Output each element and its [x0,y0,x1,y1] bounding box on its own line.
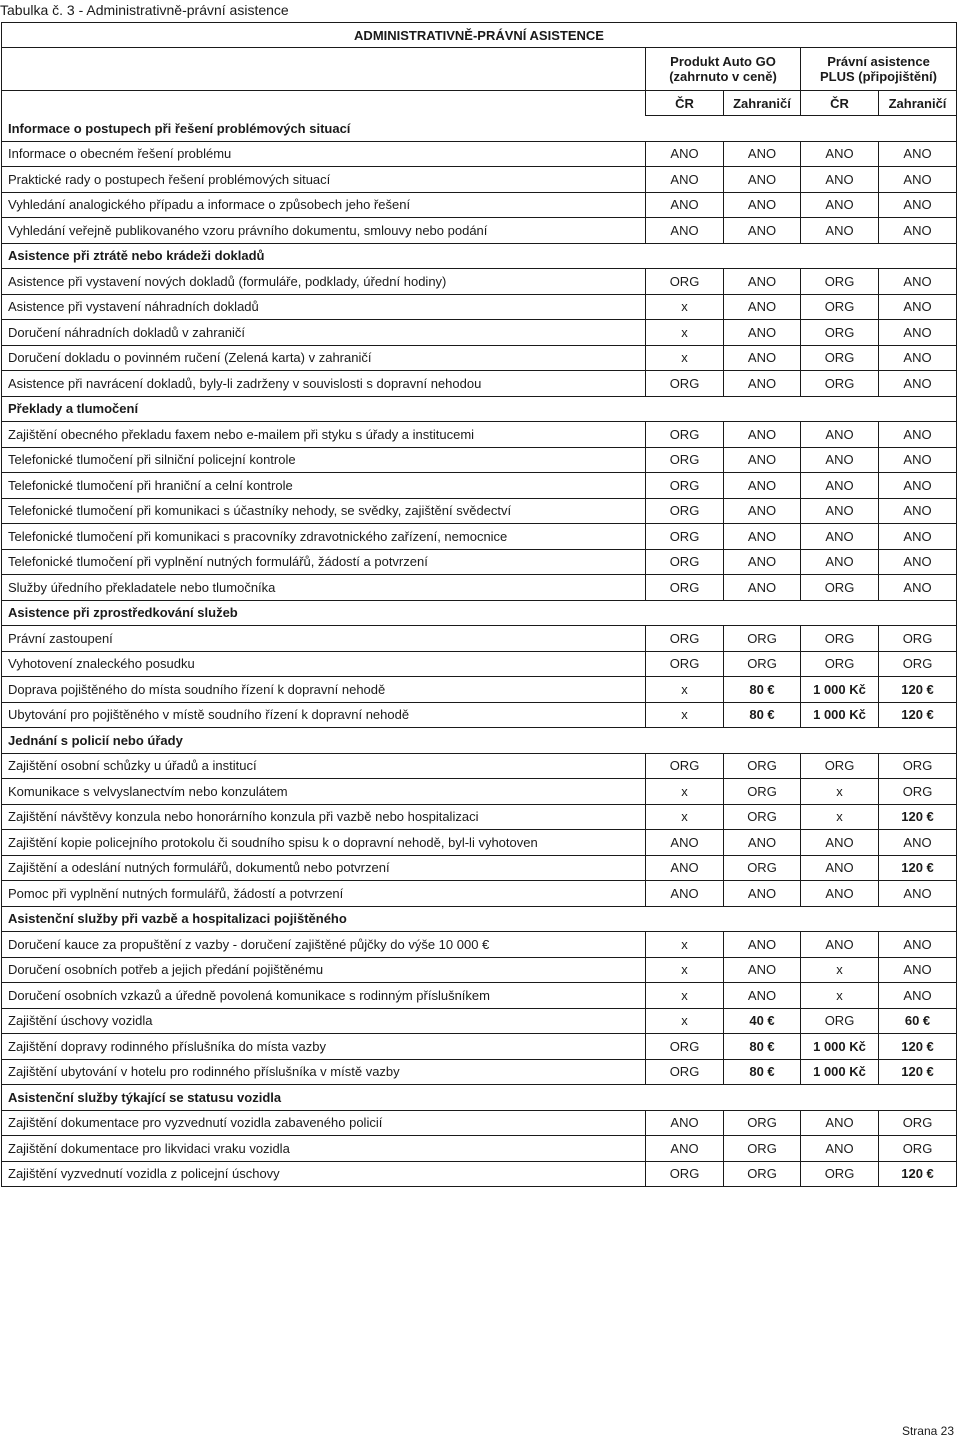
row-value: ORG [724,1136,801,1162]
row-value: x [801,983,879,1009]
row-value: ANO [879,932,957,958]
header-row-products [2,48,957,91]
row-value: ORG [724,1161,801,1187]
row-value: 80 € [724,702,801,728]
row-value: ANO [879,192,957,218]
row-value: ANO [801,855,879,881]
table-row [2,167,957,193]
row-value: ORG [724,753,801,779]
row-label: Telefonické tlumočení při komunikaci s účastníky nehody, se svědky, zajištění svědectví [2,498,646,524]
row-value: ORG [801,320,879,346]
row-label: Praktické rady o postupech řešení problémových situací [2,167,646,193]
row-value: ANO [879,141,957,167]
row-value: ANO [724,473,801,499]
header-blank [2,91,646,116]
row-label: Pomoc při vyplnění nutných formulářů, žádostí a potvrzení [2,881,646,907]
row-value: ORG [801,269,879,295]
row-label: Doprava pojištěného do místa soudního řízení k dopravní nehodě [2,677,646,703]
row-label: Informace o obecném řešení problému [2,141,646,167]
row-value: ANO [879,167,957,193]
row-value: ANO [801,473,879,499]
row-value: ORG [646,549,724,575]
row-label: Doručení dokladu o povinném ručení (Zelená karta) v zahraničí [2,345,646,371]
row-label: Zajištění dokumentace pro vyzvednutí vozidla zabaveného policií [2,1110,646,1136]
row-value: ORG [879,753,957,779]
row-label: Vyhledání veřejně publikovaného vzoru právního dokumentu, smlouvy nebo podání [2,218,646,244]
row-value: 60 € [879,1008,957,1034]
row-value: ORG [724,779,801,805]
table-row [2,1110,957,1136]
row-value: x [646,779,724,805]
row-value: ANO [879,983,957,1009]
row-label: Asistence při vystavení nových dokladů (formuláře, podklady, úřední hodiny) [2,269,646,295]
table-row [2,141,957,167]
row-value: ORG [879,1110,957,1136]
table-row [2,269,957,295]
row-value: ANO [724,575,801,601]
row-value: ANO [724,141,801,167]
row-value: x [646,677,724,703]
row-label: Telefonické tlumočení při vyplnění nutných formulářů, žádostí a potvrzení [2,549,646,575]
table-row [2,1161,957,1187]
row-value: ANO [646,830,724,856]
row-value: 1 000 Kč [801,1034,879,1060]
row-value: ANO [879,447,957,473]
row-value: 80 € [724,1059,801,1085]
row-value: ANO [724,983,801,1009]
row-value: ANO [646,141,724,167]
row-label: Ubytování pro pojištěného v místě soudního řízení k dopravní nehodě [2,702,646,728]
row-label: Komunikace s velvyslanectvím nebo konzulátem [2,779,646,805]
row-label: Zajištění návštěvy konzula nebo honorárního konzula při vazbě nebo hospitalizaci [2,804,646,830]
product-plus-note: PLUS (připojištění) [820,69,937,84]
section-header-row [2,728,957,754]
row-value: ORG [801,371,879,397]
row-value: ORG [646,498,724,524]
section-header-row [2,116,957,142]
row-value: 80 € [724,677,801,703]
legal-assistance-table [1,22,957,1187]
row-value: ANO [879,422,957,448]
row-value: ANO [724,498,801,524]
table-row [2,1034,957,1060]
row-value: ORG [646,651,724,677]
row-value: ORG [801,1161,879,1187]
table-row [2,575,957,601]
row-value: ANO [724,524,801,550]
row-value: ANO [646,1110,724,1136]
row-label: Zajištění dopravy rodinného příslušníka do místa vazby [2,1034,646,1060]
table-row [2,804,957,830]
row-value: ORG [646,1034,724,1060]
table-row [2,779,957,805]
row-value: ORG [724,651,801,677]
section-header-row [2,906,957,932]
row-value: ORG [646,269,724,295]
section-title: Jednání s policií nebo úřady [2,728,957,754]
table-row [2,957,957,983]
subcol-cr-1: ČR [646,91,724,116]
row-value: ANO [801,167,879,193]
row-value: ANO [724,371,801,397]
table-row [2,753,957,779]
row-value: ANO [879,524,957,550]
row-value: x [646,345,724,371]
row-value: ANO [724,422,801,448]
section-title: Asistence při ztrátě nebo krádeži dokladů [2,243,957,269]
row-value: ORG [646,371,724,397]
header-blank [2,48,646,91]
table-row [2,855,957,881]
row-value: ANO [801,881,879,907]
row-label: Doručení náhradních dokladů v zahraničí [2,320,646,346]
row-value: ANO [646,218,724,244]
row-value: 120 € [879,1034,957,1060]
row-label: Vyhotovení znaleckého posudku [2,651,646,677]
table-row [2,524,957,550]
section-title: Asistenční služby týkající se statusu vozidla [2,1085,957,1111]
product-auto-go-note: (zahrnuto v ceně) [669,69,777,84]
row-value: ORG [879,779,957,805]
row-value: ANO [879,549,957,575]
row-label: Právní zastoupení [2,626,646,652]
table-row [2,498,957,524]
row-value: ORG [646,626,724,652]
row-label: Zajištění osobní schůzky u úřadů a institucí [2,753,646,779]
row-value: ORG [646,575,724,601]
row-value: 1 000 Kč [801,677,879,703]
row-label: Doručení osobních potřeb a jejich předání pojištěnému [2,957,646,983]
row-value: x [646,804,724,830]
section-header-row [2,243,957,269]
row-value: x [646,294,724,320]
row-value: ORG [646,447,724,473]
table-row [2,881,957,907]
row-value: ANO [801,192,879,218]
row-value: ANO [801,422,879,448]
table-row [2,677,957,703]
table-row [2,320,957,346]
row-label: Zajištění úschovy vozidla [2,1008,646,1034]
row-value: x [646,1008,724,1034]
table-row [2,702,957,728]
section-header-row [2,1085,957,1111]
row-value: ANO [646,881,724,907]
row-value: ORG [879,626,957,652]
row-label: Doručení kauce za propuštění z vazby - doručení zajištěné půjčky do výše 10 000 € [2,932,646,958]
row-label: Zajištění obecného překladu faxem nebo e-mailem při styku s úřady a institucemi [2,422,646,448]
row-value: ANO [801,932,879,958]
row-value: ANO [879,473,957,499]
row-value: ANO [724,218,801,244]
row-value: ANO [801,218,879,244]
row-label: Služby úředního překladatele nebo tlumočníka [2,575,646,601]
row-value: ANO [724,932,801,958]
row-value: ANO [801,498,879,524]
row-value: ANO [646,1136,724,1162]
table-row [2,218,957,244]
row-value: ANO [724,269,801,295]
row-value: ANO [724,447,801,473]
row-value: ANO [879,881,957,907]
row-value: ANO [724,167,801,193]
table-row [2,830,957,856]
row-label: Zajištění ubytování v hotelu pro rodinného příslušníka v místě vazby [2,1059,646,1085]
row-value: 1 000 Kč [801,1059,879,1085]
section-title: Překlady a tlumočení [2,396,957,422]
row-value: x [646,983,724,1009]
row-label: Asistence při navrácení dokladů, byly-li zadrženy v souvislosti s dopravní nehodou [2,371,646,397]
section-title: Asistence při zprostředkování služeb [2,600,957,626]
table-row [2,651,957,677]
row-value: ORG [801,626,879,652]
product-pravni-asistence-header [801,48,957,91]
subcol-zahranici-1: Zahraničí [724,91,801,116]
row-label: Zajištění vyzvednutí vozidla z policejní úschovy [2,1161,646,1187]
row-value: ANO [646,855,724,881]
table-row [2,422,957,448]
row-value: ORG [646,1161,724,1187]
table-row [2,447,957,473]
row-value: ANO [879,269,957,295]
row-value: ANO [724,192,801,218]
row-value: ANO [724,320,801,346]
row-value: 40 € [724,1008,801,1034]
row-value: 120 € [879,804,957,830]
row-value: ORG [801,651,879,677]
row-value: ANO [879,575,957,601]
row-label: Telefonické tlumočení při komunikaci s pracovníky zdravotnického zařízení, nemocnice [2,524,646,550]
table-row [2,1136,957,1162]
row-value: 120 € [879,677,957,703]
table-row [2,192,957,218]
row-value: ANO [724,345,801,371]
table-title: ADMINISTRATIVNĚ-PRÁVNÍ ASISTENCE [2,23,957,48]
row-value: ORG [801,753,879,779]
row-value: ANO [801,524,879,550]
row-value: ANO [646,192,724,218]
row-label: Telefonické tlumočení při silniční policejní kontrole [2,447,646,473]
table-row [2,549,957,575]
table-row [2,345,957,371]
page-number: Strana 23 [901,1424,954,1438]
product-plus-name: Právní asistence [827,54,930,69]
row-value: ANO [879,371,957,397]
row-value: ANO [879,830,957,856]
row-value: 120 € [879,1161,957,1187]
row-value: x [801,804,879,830]
row-value: ORG [646,753,724,779]
row-value: x [801,779,879,805]
row-value: ORG [801,294,879,320]
row-value: x [801,957,879,983]
table-row [2,1008,957,1034]
row-value: ORG [801,575,879,601]
row-label: Asistence při vystavení náhradních dokladů [2,294,646,320]
row-value: ANO [801,141,879,167]
table-row [2,371,957,397]
row-label: Doručení osobních vzkazů a úředně povolená komunikace s rodinným příslušníkem [2,983,646,1009]
row-value: ANO [801,1136,879,1162]
row-value: ANO [724,830,801,856]
table-row [2,983,957,1009]
row-value: ANO [801,1110,879,1136]
row-value: x [646,932,724,958]
row-label: Vyhledání analogického případu a informace o způsobech jeho řešení [2,192,646,218]
row-value: 120 € [879,855,957,881]
row-value: x [646,702,724,728]
row-value: ANO [724,957,801,983]
row-value: ORG [646,1059,724,1085]
row-value: ANO [879,498,957,524]
section-title: Asistenční služby při vazbě a hospitalizaci pojištěného [2,906,957,932]
row-label: Telefonické tlumočení při hraniční a celní kontrole [2,473,646,499]
header-row-title [2,23,957,48]
row-value: ANO [801,830,879,856]
table-caption: Tabulka č. 3 - Administrativně-právní asistence [0,2,289,18]
row-value: ORG [724,855,801,881]
row-value: ORG [879,1136,957,1162]
row-value: ORG [879,651,957,677]
row-value: ANO [724,294,801,320]
row-value: ORG [801,345,879,371]
row-value: ANO [801,447,879,473]
row-value: ANO [879,218,957,244]
table-row [2,932,957,958]
row-value: ORG [801,1008,879,1034]
row-value: 120 € [879,702,957,728]
row-value: ORG [646,422,724,448]
subcol-cr-2: ČR [801,91,879,116]
row-value: ORG [646,524,724,550]
row-value: 80 € [724,1034,801,1060]
row-value: 1 000 Kč [801,702,879,728]
row-value: 120 € [879,1059,957,1085]
row-value: ANO [801,549,879,575]
row-value: ORG [724,1110,801,1136]
table-row [2,294,957,320]
row-value: ANO [879,294,957,320]
header-row-regions [2,91,957,116]
row-value: x [646,320,724,346]
section-header-row [2,396,957,422]
table-row [2,1059,957,1085]
row-value: ANO [879,957,957,983]
table-row [2,626,957,652]
row-value: ANO [724,881,801,907]
row-value: x [646,957,724,983]
row-label: Zajištění dokumentace pro likvidaci vraku vozidla [2,1136,646,1162]
row-label: Zajištění kopie policejního protokolu či soudního spisu k o dopravní nehodě, byl-li vyhotoven [2,830,646,856]
section-title: Informace o postupech při řešení problémových situací [2,116,957,142]
row-value: ANO [879,345,957,371]
table-row [2,473,957,499]
product-auto-go-name: Produkt Auto GO [670,54,776,69]
row-label: Zajištění a odeslání nutných formulářů, dokumentů nebo potvrzení [2,855,646,881]
row-value: ANO [646,167,724,193]
row-value: ORG [724,626,801,652]
row-value: ORG [646,473,724,499]
section-header-row [2,600,957,626]
row-value: ANO [879,320,957,346]
row-value: ORG [724,804,801,830]
row-value: ANO [724,549,801,575]
subcol-zahranici-2: Zahraničí [879,91,957,116]
product-auto-go-header [646,48,801,91]
